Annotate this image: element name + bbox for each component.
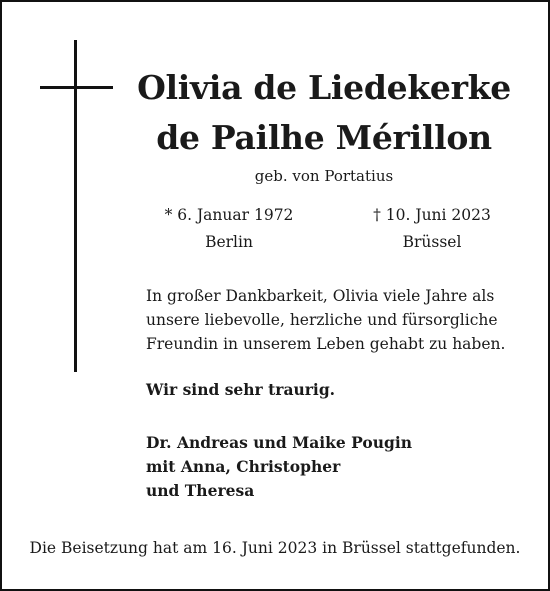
signer-line: Dr. Andreas und Maike Pougin [146,433,413,452]
funeral-note: Die Beisetzung hat am 16. Juni 2023 in Brüssel stattgefunden. [29,539,521,557]
deceased-name-line2: de Pailhe Mérillon [156,118,492,157]
cross-horizontal-bar [40,86,113,89]
signer-line: mit Anna, Christopher [146,457,341,476]
deceased-name-line1: Olivia de Liedekerke [137,68,511,107]
signers [146,431,526,503]
birth-block [154,202,304,256]
birth-name: geb. von Portatius [254,167,394,185]
tribute-line: In großer Dankbarkeit, Olivia viele Jahre als [146,287,495,305]
death-block [357,202,507,256]
death-date: † 10. Juni 2023 [373,206,491,224]
tribute-line: Freundin in unserem Leben gehabt zu haben. [146,335,506,353]
cross-vertical-bar [74,40,77,372]
birth-place: Berlin [205,233,253,251]
tribute-text [146,284,526,356]
signer-line: und Theresa [146,481,255,500]
death-place: Brüssel [402,233,462,251]
tribute-line: unsere liebevolle, herzliche und fürsorgliche [146,311,498,329]
sadness-statement: Wir sind sehr traurig. [146,380,336,399]
birth-date: * 6. Januar 1972 [164,206,294,224]
